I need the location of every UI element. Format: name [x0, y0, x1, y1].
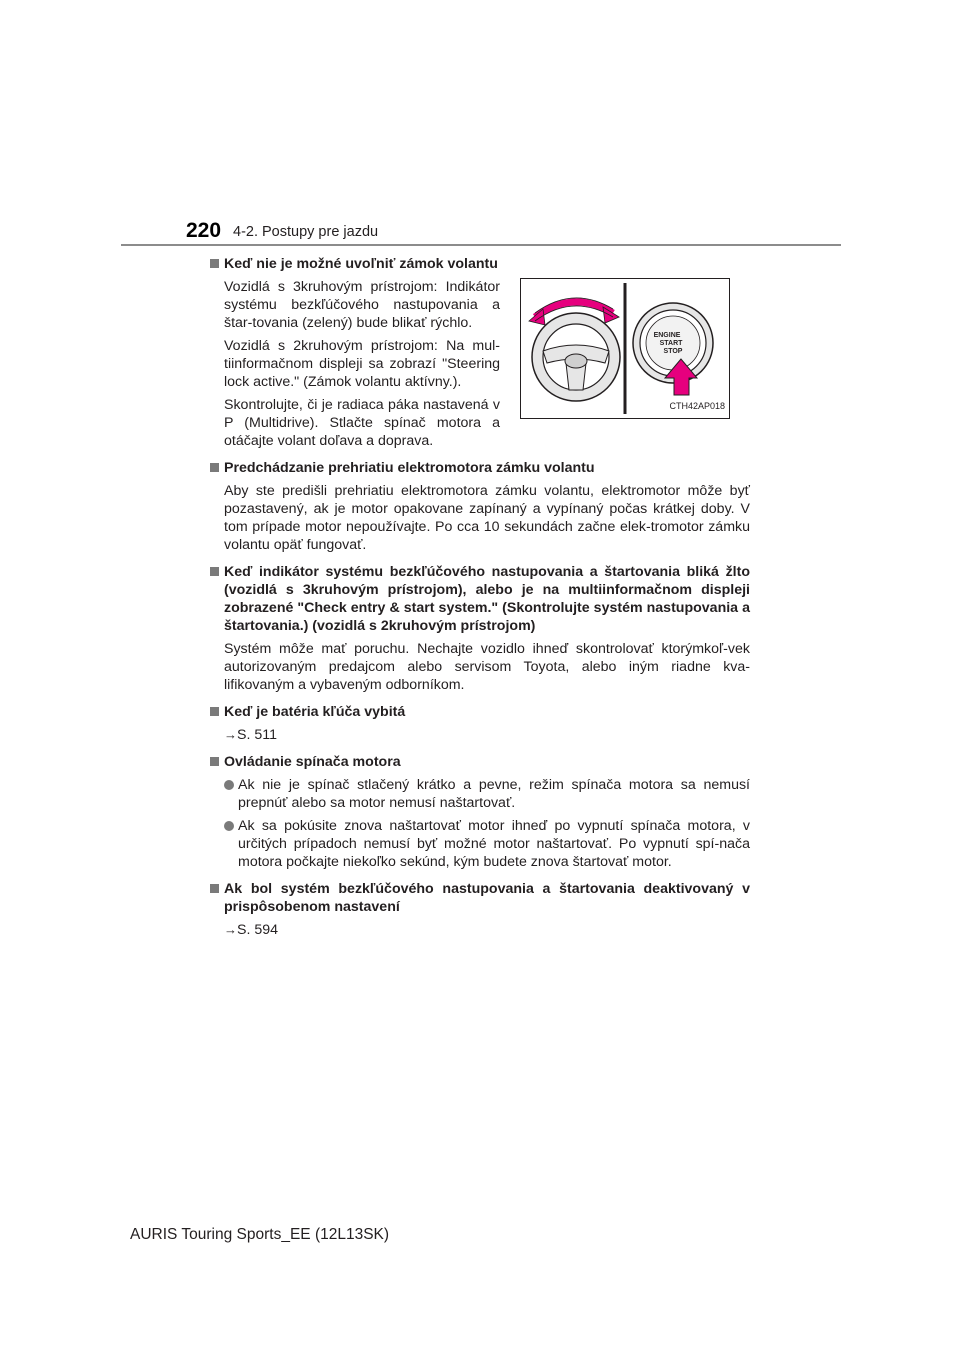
paragraph: Vozidlá s 3kruhovým prístrojom: Indikátor systému bezkľúčového nastupovania a štar-tovania (zelený) bude blikať rýchlo.	[224, 279, 500, 331]
steering-lock-block	[210, 273, 750, 450]
circle-bullet-icon	[224, 821, 234, 831]
header-rule	[121, 244, 841, 246]
page-content	[210, 255, 750, 939]
heading-overheating: Predchádzanie prehriatiu elektromotora zámku volantu	[210, 459, 750, 477]
heading-indicator-flashing: Keď indikátor systému bezkľúčového nastupovania a štartovania bliká žlto (vozidlá s 3kruhovým prístrojom), alebo je na multiinformačnom displeji zobrazené "Check entry & start system." (Skontrolujte systém nastupovania a štartovania.) (vozidlá s 2kruhovým prístrojom)	[210, 563, 750, 635]
square-bullet-icon	[210, 884, 219, 893]
list-item: Ak nie je spínač stlačený krátko a pevne, režim spínača motora sa nemusí prepnúť alebo sa motor nemusí naštartovať.	[224, 776, 750, 812]
page-reference: →S. 594	[224, 922, 279, 938]
heading-key-battery: Keď je batéria kľúča vybitá	[210, 703, 750, 721]
square-bullet-icon	[210, 259, 219, 268]
paragraph: Skontrolujte, či je radiaca páka nastavená v P (Multidrive). Stlačte spínač motora a otáčajte volant doľava a doprava.	[224, 397, 500, 449]
page-reference: →S. 511	[224, 727, 277, 743]
footer-model-code: AURIS Touring Sports_EE (12L13SK)	[130, 1226, 390, 1243]
svg-text:STOP: STOP	[663, 348, 683, 355]
steering-wheel-icon	[532, 313, 620, 401]
section-title: 4-2. Postupy pre jazdu	[233, 224, 379, 240]
arrow-right-icon: →	[224, 922, 237, 937]
paragraph: Aby ste predišli prehriatiu elektromotora zámku volantu, elektromotor môže byť pozastavený, ak je motor opakovane zapínaný a vypínaný počas krátkej doby. V tom prípade motor nepoužívajte. Po cca 10 sekundách začne elek-tromotor zámku volantu opäť fungovať.	[224, 483, 750, 553]
arrow-right-icon: →	[224, 727, 237, 742]
svg-text:START: START	[659, 340, 683, 347]
list-item: Ak sa pokúsite znova naštartovať motor ihneď po vypnutí spínača motora, v určitých prípadoch nemusí byť možné motor naštartovať. Po vypnutí spí-nača motora počkajte niekoľko sekúnd, kým budete znova štartovať motor.	[224, 817, 750, 871]
square-bullet-icon	[210, 567, 219, 576]
figure-code: CTH42AP018	[669, 401, 725, 411]
figure-steering-wheel-start-button	[520, 278, 730, 419]
heading-system-deactivated: Ak bol systém bezkľúčového nastupovania a štartovania deaktivovaný v prispôsobenom nastavení	[210, 880, 750, 916]
square-bullet-icon	[210, 757, 219, 766]
circle-bullet-icon	[224, 780, 234, 790]
square-bullet-icon	[210, 463, 219, 472]
heading-steering-lock: Keď nie je možné uvoľniť zámok volantu	[210, 255, 750, 273]
paragraph: Vozidlá s 2kruhovým prístrojom: Na mul-tiinformačnom displeji sa zobrazí "Steering lock active." (Zámok volantu aktívny.).	[224, 338, 500, 390]
paragraph: Systém môže mať poruchu. Nechajte vozidlo ihneď skontrolovať ktorýmkoľ-vek autorizovaným predajcom alebo servisom Toyota, alebo iným riadne kva-lifikovaným a vybaveným odborníkom.	[224, 641, 750, 693]
svg-text:ENGINE: ENGINE	[653, 332, 681, 339]
heading-engine-switch-operation: Ovládanie spínača motora	[210, 753, 750, 771]
page-number: 220	[186, 219, 222, 242]
square-bullet-icon	[210, 707, 219, 716]
